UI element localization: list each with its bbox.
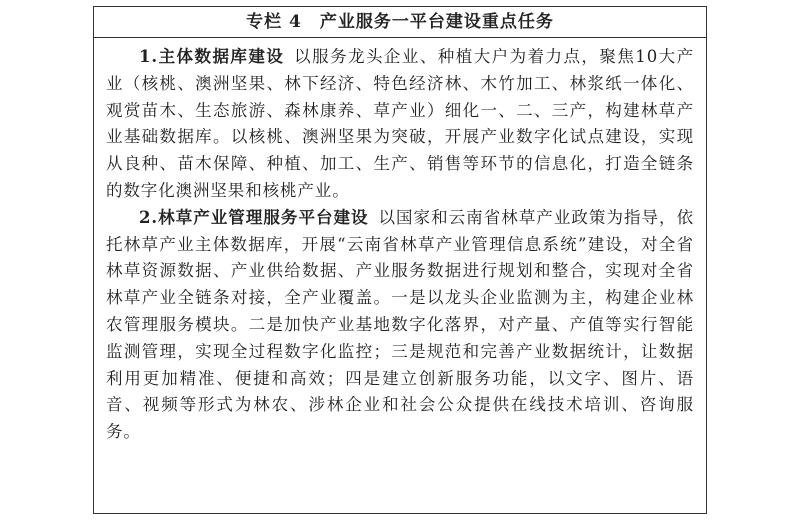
box-title-prefix: 专栏 4 [246,12,302,32]
section-paragraph-1 [106,44,694,205]
section-text-2: 以国家和云南省林草产业政策为指导，依托林草产业主体数据库，开展“云南省林草产业管理信息系统”建设，对全省林草资源数据、产业供给数据、产业服务数据进行规划和整合，实现对全省林草产业全链条对接，全产业覆盖。一是以龙头企业监测为主，构建企业林农管理服务模块。二是加快产业基地数字化落界，对产量、产值等实行智能监测管理，实现全过程数字化监控；三是规范和完善产业数据统计，让数据利用更加精准、便捷和高效；四是建立创新服务功能，以文字、图片、语音、视频等形式为林农、涉林企业和社会公众提供在线技术培训、咨询服务。 [106,207,694,442]
section-heading-1: 1.主体数据库建设 [139,47,285,66]
box-title: 产业服务一平台建设重点任务 [319,12,554,32]
section-text-1: 以服务龙头企业、种植大户为着力点，聚焦10大产业（核桃、澳洲坚果、林下经济、特色经济林、木竹加工、林浆纸一体化、观赏苗木、生态旅游、森林康养、草产业）细化一、二、三产，构建林草产业基础数据库。以核桃、澳洲坚果为突破，开展产业数字化试点建设，实现从良种、苗木保障、种植、加工、生产、销售等环节的信息化，打造全链条的数字化澳洲坚果和核桃产业。 [106,47,694,200]
box-body [94,38,706,446]
feature-box [93,6,707,514]
box-title-bar [94,7,706,38]
section-heading-2: 2.林草产业管理服务平台建设 [139,207,369,227]
section-paragraph-2 [106,205,694,446]
